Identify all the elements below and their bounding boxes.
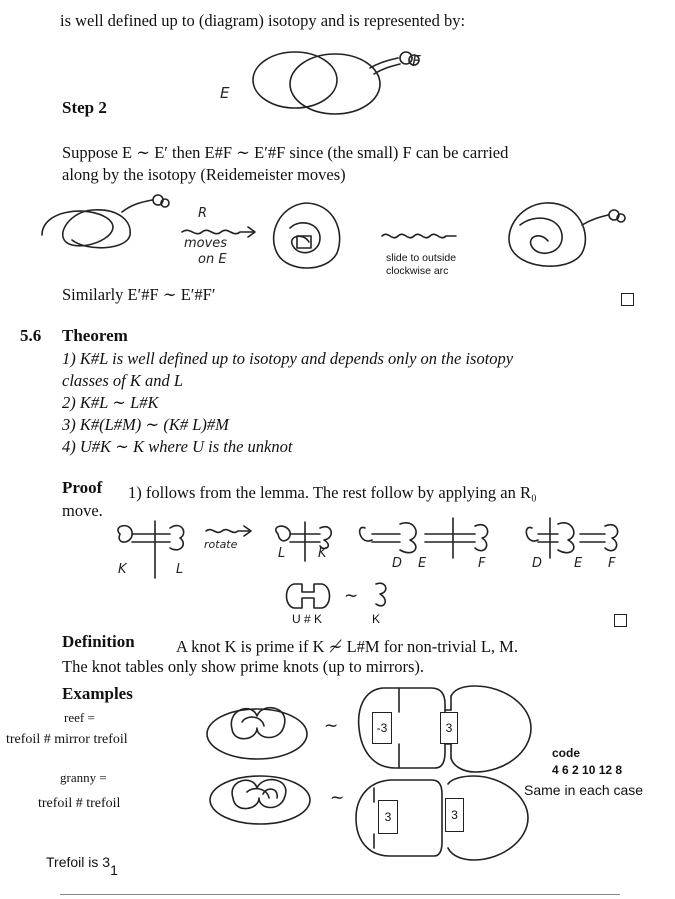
same-note: Same in each case [524, 782, 644, 798]
definition-heading: Definition [62, 632, 135, 651]
step2-knot-after [500, 195, 630, 275]
definition-line2: The knot tables only show prime knots (up to mirrors). [62, 657, 425, 676]
qed-box [621, 293, 634, 306]
step2-line2: along by the isotopy (Reidemeister moves) [62, 165, 346, 184]
proof-label-e2: E [574, 556, 583, 571]
theorem-number: 5.6 [20, 326, 42, 345]
proof-label-k3: K [372, 612, 381, 626]
proof-line1: 1) follows from the lemma. The rest follow by applying an R₀ [128, 483, 537, 502]
step2-knot-middle [265, 198, 350, 276]
granny-knot-sketch [205, 768, 315, 828]
proof-label-l1: L [176, 562, 184, 577]
theorem-item-3: 3) K#(L#M) ∼ (K# L)#M [62, 415, 229, 434]
step2-annot-r: R [198, 206, 208, 221]
proof-label-f1: F [478, 556, 486, 571]
step2-heading: Step 2 [62, 98, 107, 117]
proof-heading: Proof [62, 478, 103, 497]
step2-slide-note-2: clockwise arc [386, 265, 449, 277]
proof-sketch-row2 [284, 578, 394, 614]
granny-box-right: 3 [445, 798, 464, 832]
bottom-rule [60, 894, 620, 895]
step2-wave-arrow [380, 228, 460, 244]
theorem-heading: Theorem [62, 326, 128, 345]
granny-tilde: ∼ [330, 788, 345, 808]
proof-label-l2: L [278, 546, 286, 561]
trefoil-note [46, 854, 118, 878]
theorem-item-2: 2) K#L ∼ L#K [62, 393, 159, 412]
proof-label-e1: E [418, 556, 427, 571]
proof-label-rotate: rotate [204, 538, 238, 551]
reef-knot-sketch [202, 694, 312, 764]
proof-label-d1: D [392, 556, 403, 571]
trefoil-subscript: 1 [110, 861, 118, 878]
step2-slide-note-1: slide to outside [386, 252, 457, 264]
definition-line1: A knot K is prime if K ≁ L#M for non-trivial L, M. [176, 637, 518, 656]
proof-qed-box [614, 614, 627, 627]
intro-text: is well defined up to (diagram) isotopy and is represented by: [60, 11, 466, 30]
step2-similarly: Similarly E′#F ∼ E′#F′ [62, 285, 216, 304]
step2-knot-before [32, 190, 172, 260]
theorem-item-1b: classes of K and L [62, 371, 184, 390]
reef-line1: reef = [64, 710, 95, 725]
reef-box-right: 3 [440, 712, 458, 744]
reef-line2: trefoil # mirror trefoil [6, 732, 128, 747]
granny-box-left: 3 [378, 800, 398, 834]
proof-tilde: ∼ [344, 586, 359, 606]
intro-label-f: F [412, 52, 421, 70]
proof-label-k2: K [318, 546, 327, 561]
proof-sketch-row1 [110, 516, 640, 586]
granny-line2: trefoil # trefoil [38, 796, 121, 811]
examples-heading: Examples [62, 684, 133, 703]
code-label: code [552, 746, 581, 760]
proof-label-ugk: U # K [292, 612, 323, 626]
reef-box-left: -3 [372, 712, 392, 744]
intro-label-e: E [220, 84, 230, 102]
proof-line2: move. [62, 501, 103, 520]
trefoil-note-text: Trefoil is 3 [46, 854, 111, 870]
step2-line1: Suppose E ∼ E′ then E#F ∼ E′#F since (the small) F can be carried [62, 143, 509, 162]
code-value: 4 6 2 10 12 8 [552, 763, 623, 777]
proof-label-d2: D [532, 556, 543, 571]
step2-annot-on-e: on E [198, 252, 227, 267]
theorem-item-1: 1) K#L is well defined up to isotopy and depends only on the isotopy [62, 349, 514, 368]
reef-tilde: ∼ [324, 716, 339, 736]
step2-annot-moves: moves [184, 236, 228, 251]
theorem-item-4: 4) U#K ∼ K where U is the unknot [62, 437, 293, 456]
granny-line1: granny = [60, 770, 107, 785]
proof-label-f2: F [608, 556, 616, 571]
proof-label-k1: K [118, 562, 127, 577]
